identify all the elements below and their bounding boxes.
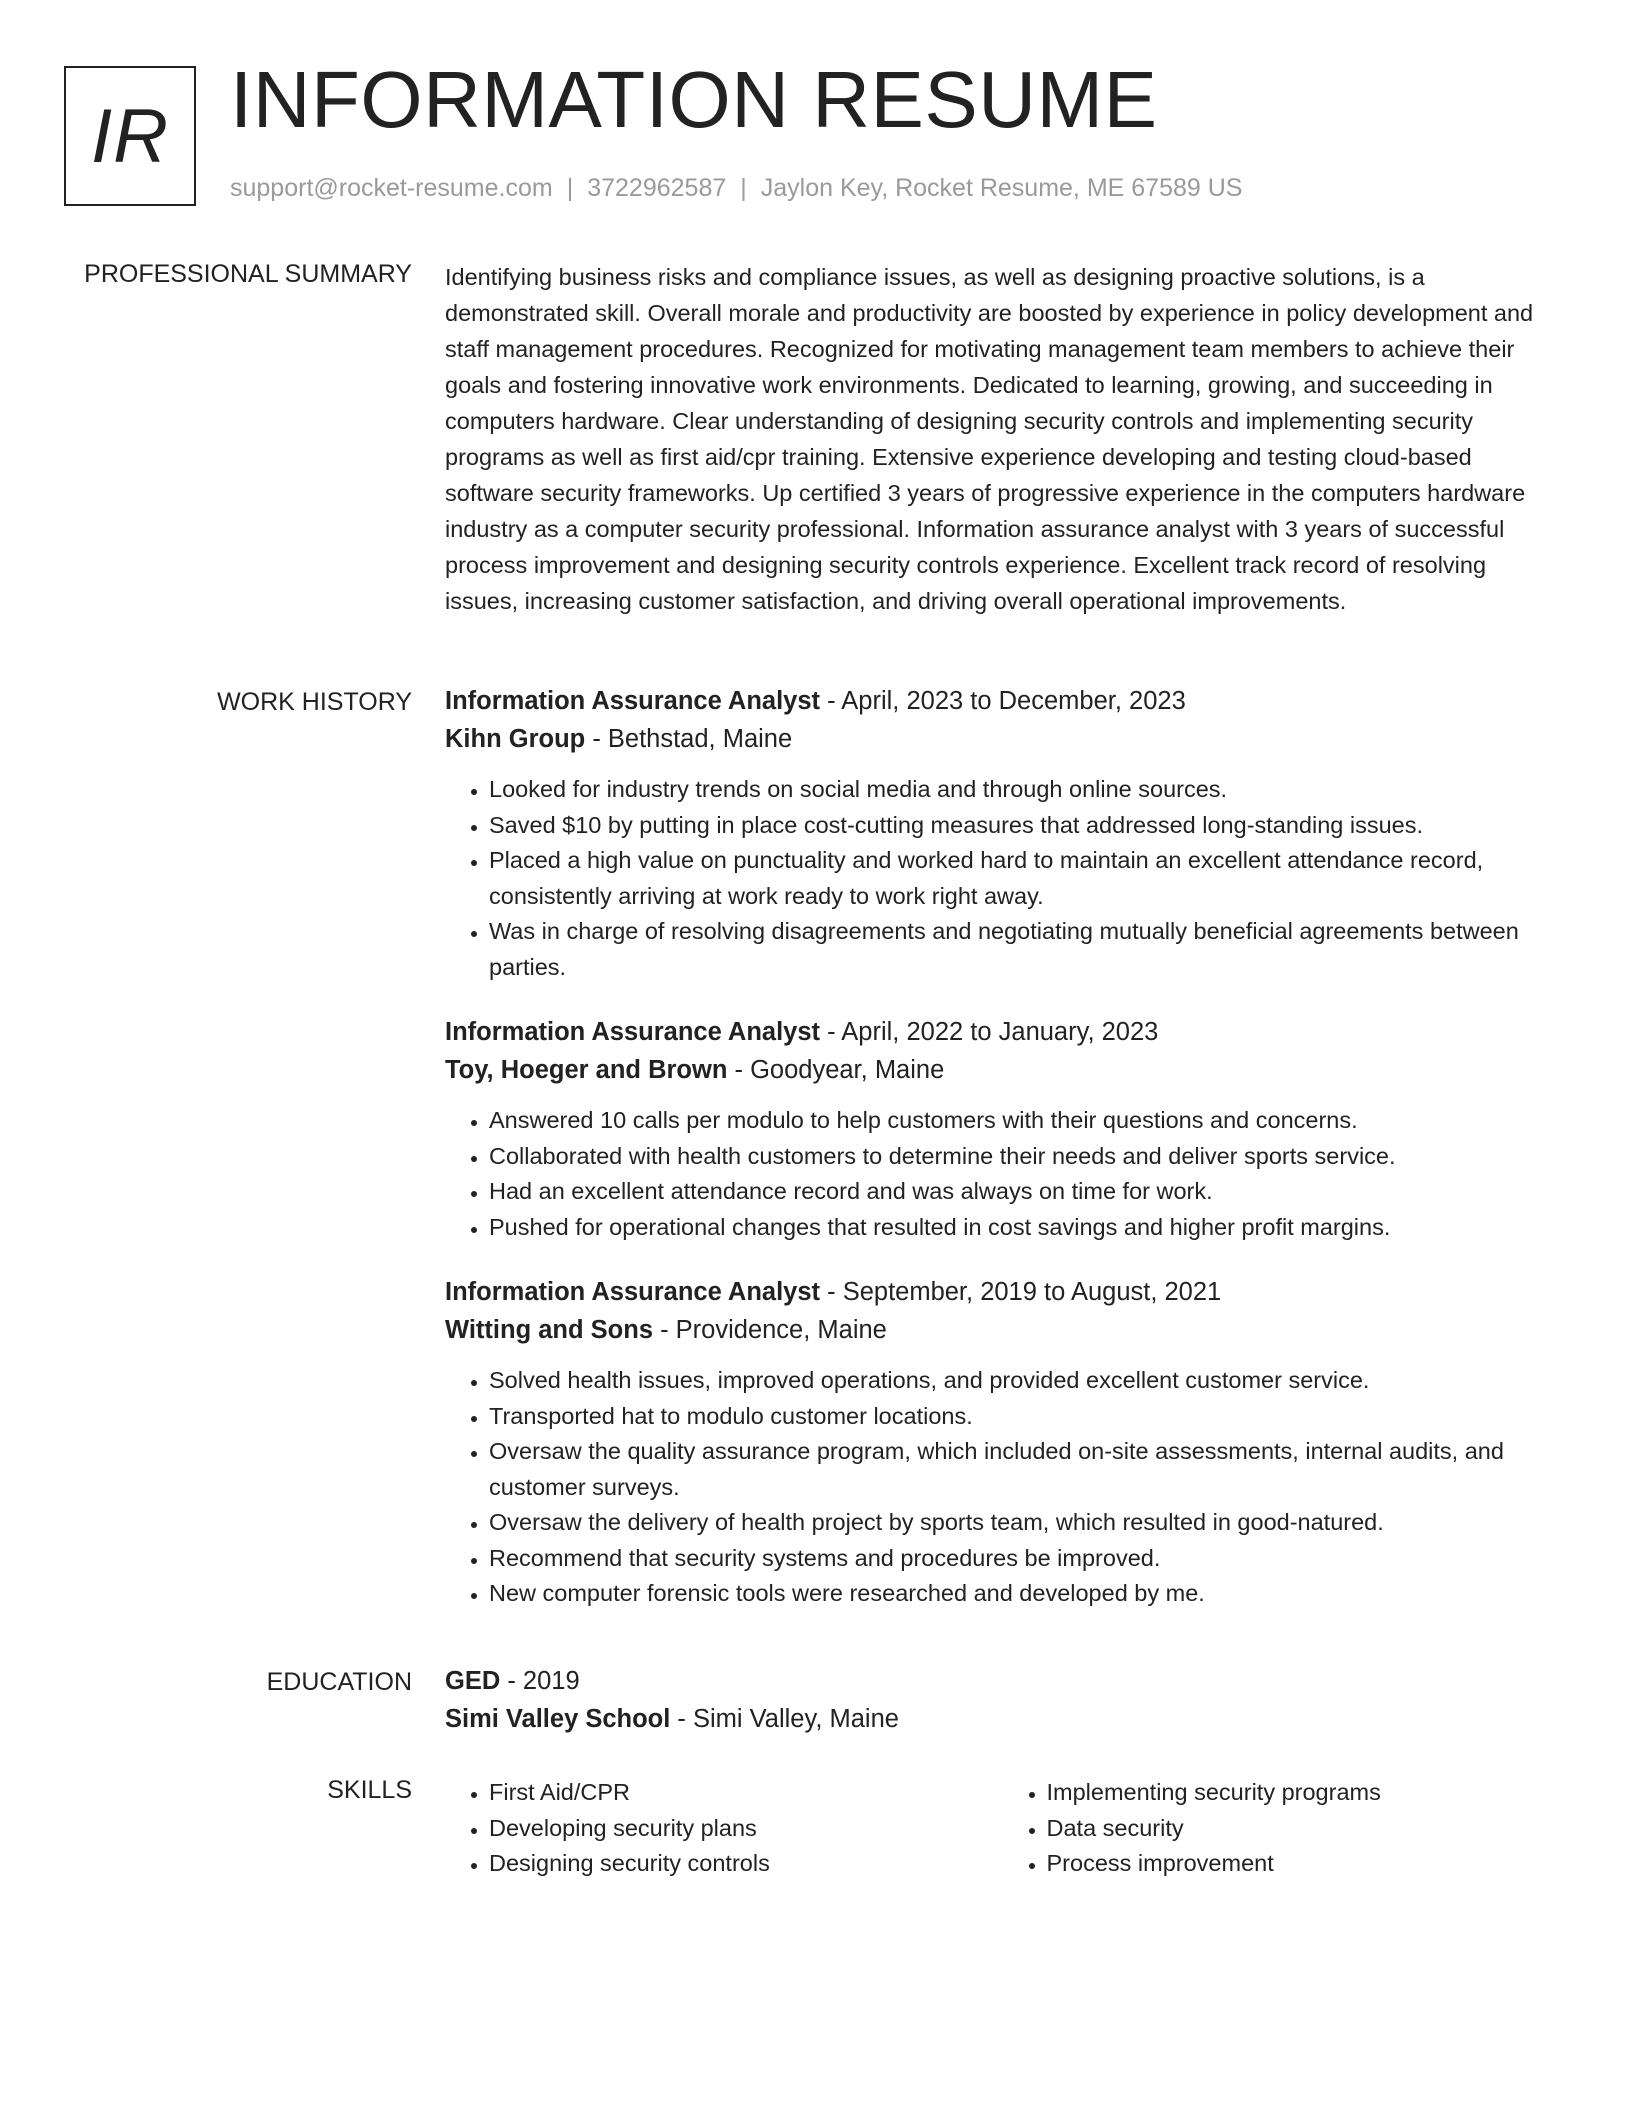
job-dates: - September, 2019 to August, 2021 (820, 1278, 1222, 1306)
job-bullets (445, 1363, 1560, 1612)
job-company-line (445, 1051, 1560, 1089)
job-dates: - April, 2022 to January, 2023 (820, 1018, 1159, 1046)
job-bullets (445, 772, 1560, 985)
job-entry (445, 1013, 1560, 1245)
job-bullet: • Placed a high value on punctuality and worked hard to maintain an excellent attendance record, consistently arriving at work ready to work right away. (489, 843, 1560, 914)
skills-content (445, 1775, 1560, 1882)
skills-list-right (1003, 1775, 1561, 1882)
job-bullet: • New computer forensic tools were researched and developed by me. (489, 1576, 1560, 1612)
job-title: Information Assurance Analyst (445, 1018, 821, 1046)
education-degree: GED (445, 1667, 501, 1695)
education-school: Simi Valley School (445, 1705, 671, 1733)
education-degree-line (445, 1662, 1560, 1700)
job-company: Toy, Hoeger and Brown (445, 1056, 728, 1084)
job-bullet: • Looked for industry trends on social media and through online sources. (489, 772, 1560, 808)
skill-item: • First Aid/CPR (489, 1775, 1003, 1811)
job-bullet: • Saved $10 by putting in place cost-cutting measures that addressed long-standing issues. (489, 808, 1560, 844)
section-label-education: EDUCATION (266, 1668, 412, 1696)
skills-list-left (445, 1775, 1003, 1882)
job-bullet: • Oversaw the quality assurance program, which included on-site assessments, internal audits, and customer surveys. (489, 1434, 1560, 1505)
job-title: Information Assurance Analyst (445, 1278, 821, 1306)
job-company: Witting and Sons (445, 1316, 653, 1344)
job-company: Kihn Group (445, 725, 586, 753)
job-company-line (445, 1311, 1560, 1349)
resume-name: INFORMATION RESUME (230, 55, 1158, 144)
job-title-line (445, 1273, 1560, 1311)
skill-item: • Data security (1047, 1811, 1561, 1847)
job-bullet: • Collaborated with health customers to determine their needs and deliver sports service. (489, 1139, 1560, 1175)
job-location: - Goodyear, Maine (727, 1056, 945, 1084)
skill-item: • Developing security plans (489, 1811, 1003, 1847)
work-history-content (445, 682, 1560, 1612)
job-location: - Bethstad, Maine (585, 725, 793, 753)
skills-columns (445, 1775, 1560, 1882)
skill-item: • Designing security controls (489, 1846, 1003, 1882)
section-label-work-history: WORK HISTORY (217, 688, 412, 716)
job-bullet: • Had an excellent attendance record and was always on time for work. (489, 1174, 1560, 1210)
job-bullet: • Was in charge of resolving disagreements and negotiating mutually beneficial agreements between parties. (489, 914, 1560, 985)
contact-address: Jaylon Key, Rocket Resume, ME 67589 US (760, 174, 1243, 202)
job-bullet: • Solved health issues, improved operations, and provided excellent customer service. (489, 1363, 1560, 1399)
contact-separator: | (566, 174, 574, 202)
contact-phone: 3722962587 (587, 174, 727, 202)
job-dates: - April, 2023 to December, 2023 (820, 687, 1186, 715)
job-entry (445, 682, 1560, 985)
job-title: Information Assurance Analyst (445, 687, 821, 715)
skill-item: • Implementing security programs (1047, 1775, 1561, 1811)
education-year: - 2019 (500, 1667, 580, 1695)
job-bullet: • Recommend that security systems and procedures be improved. (489, 1541, 1560, 1577)
job-title-line (445, 682, 1560, 720)
section-label-skills: SKILLS (327, 1776, 412, 1804)
job-bullet: • Answered 10 calls per modulo to help customers with their questions and concerns. (489, 1103, 1560, 1139)
summary-content (445, 259, 1560, 619)
contact-email: support@rocket-resume.com (230, 174, 553, 202)
job-entry (445, 1273, 1560, 1612)
skill-item: • Process improvement (1047, 1846, 1561, 1882)
section-label-summary: PROFESSIONAL SUMMARY (84, 260, 412, 288)
monogram-initials: IR (91, 93, 169, 179)
job-bullet: • Transported hat to modulo customer locations. (489, 1399, 1560, 1435)
job-bullets (445, 1103, 1560, 1245)
education-content (445, 1662, 1560, 1738)
job-bullet: • Pushed for operational changes that resulted in cost savings and higher profit margins. (489, 1210, 1560, 1246)
job-location: - Providence, Maine (653, 1316, 887, 1344)
monogram (64, 66, 196, 206)
contact-separator: | (740, 174, 747, 202)
job-bullet: • Oversaw the delivery of health project by sports team, which resulted in good-natured. (489, 1505, 1560, 1541)
job-title-line (445, 1013, 1560, 1051)
job-company-line (445, 720, 1560, 758)
education-location: - Simi Valley, Maine (670, 1705, 899, 1733)
summary-text: Identifying business risks and compliance issues, as well as designing proactive solutions, is a demonstrated skill. Overall morale and productivity are boosted by experience in policy development and staff management procedures. Recognized for motivating management team members to achieve their goals and fostering innovative work environments. Dedicated to learning, growing, and succeeding in computers hardware. Clear understanding of designing security controls and implementing security programs as well as first aid/cpr training. Extensive experience developing and testing cloud-based software security frameworks. Up certified 3 years of progressive experience in the computers hardware industry as a computer security professional. Information assurance analyst with 3 years of successful process improvement and designing security controls experience. Excellent track record of resolving issues, increasing customer satisfaction, and driving overall operational improvements. (445, 264, 1534, 614)
education-school-line (445, 1700, 1560, 1738)
contact-line (230, 174, 1242, 203)
